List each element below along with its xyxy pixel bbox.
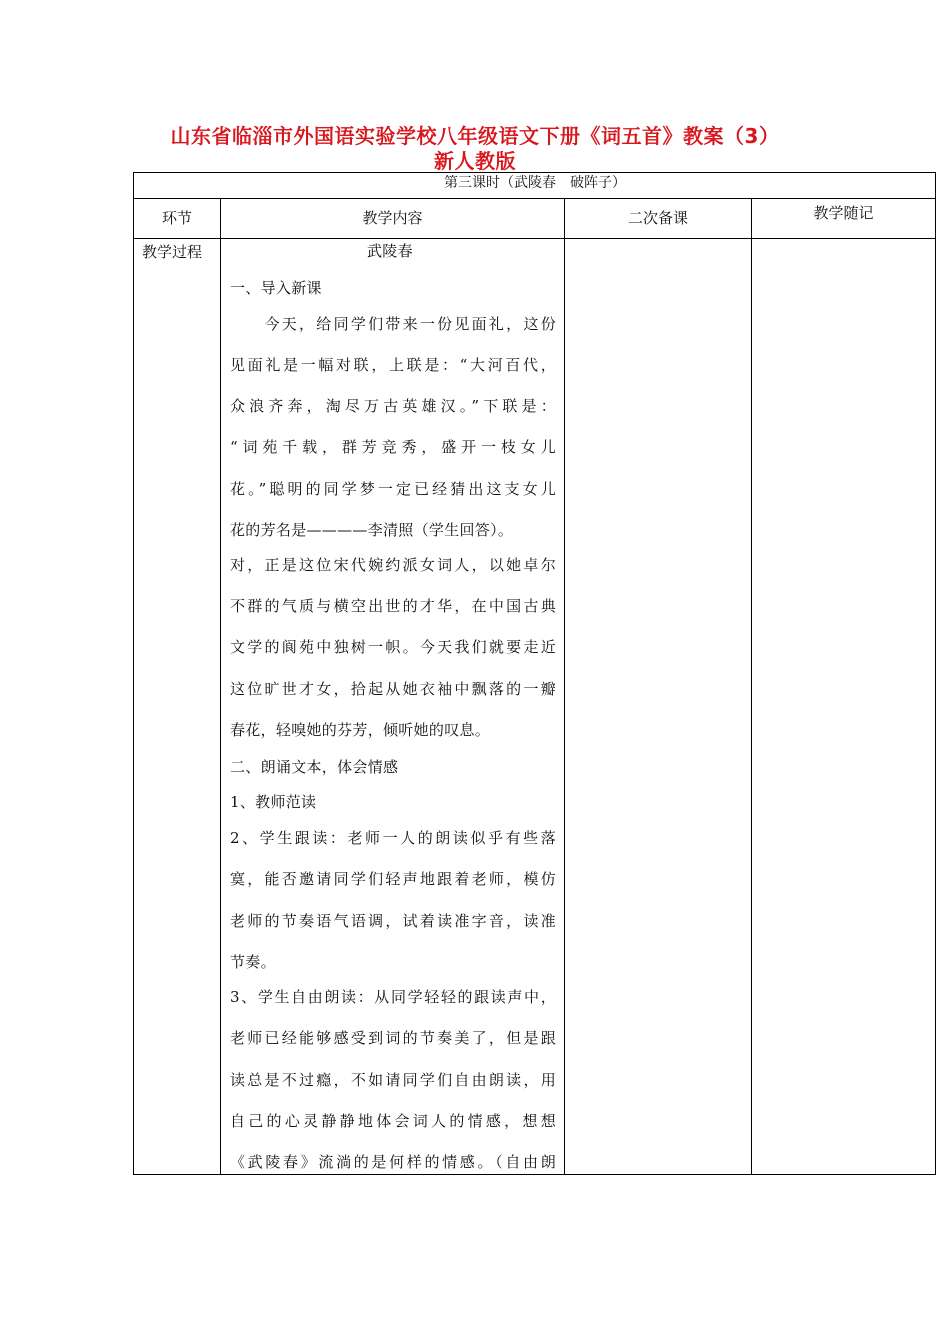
section-title: 武陵春 [367,242,413,260]
content-line: 今天，给同学们带来一份见面礼，这份 [230,315,556,333]
content-line: 1、教师范读 [230,793,317,811]
content-line: 3、学生自由朗读：从同学轻轻的跟读声中， [230,988,556,1006]
phase-label: 教学过程 [142,243,203,261]
column-header-second-prep: 二次备课 [627,209,688,227]
document-title-line-2: 新人教版 [434,149,516,173]
content-line: 2、学生跟读：老师一人的朗读似乎有些落 [230,829,556,847]
content-line: 节奏。 [230,953,276,971]
column-header-stage: 环节 [161,209,192,227]
content-line: 春花，轻嗅她的芬芳，倾听她的叹息。 [230,721,491,739]
content-line: 《武陵春》流淌的是何样的情感。（自由朗 [230,1153,556,1171]
content-line: 读总是不过瘾，不如请同学们自由朗读，用 [230,1071,556,1089]
content-line: 文学的阆苑中独树一帜。今天我们就要走近 [230,638,556,656]
column-header-content: 教学内容 [362,209,423,227]
column-header-notes: 教学随记 [813,204,874,222]
lesson-header: 第三课时（武陵春 破阵子） [444,175,626,191]
content-line: 二、朗诵文本，体会情感 [230,758,399,776]
content-line: 老师已经能够感受到词的节奏美了，但是跟 [230,1029,556,1047]
content-line: 对，正是这位宋代婉约派女词人，以她卓尔 [230,556,556,574]
content-line: 花的芳名是————李清照（学生回答）。 [230,521,514,539]
content-line: 花。”聪明的同学梦一定已经猜出这支女儿 [230,480,556,498]
content-line: 这位旷世才女，拾起从她衣袖中飘落的一瓣 [230,680,556,698]
content-line: 寞，能否邀请同学们轻声地跟着老师，模仿 [230,870,556,888]
content-line: 众浪齐奔，淘尽万古英雄汉。”下联是： [230,397,556,415]
content-line: 一、导入新课 [230,279,322,297]
content-line: 自己的心灵静静地体会词人的情感，想想 [230,1112,556,1130]
content-line: 不群的气质与横空出世的才华，在中国古典 [230,597,556,615]
document-title-line-1: 山东省临淄市外国语实验学校八年级语文下册《词五首》教案（3） [170,124,780,148]
content-line: 见面礼是一幅对联，上联是：“大河百代， [230,356,556,374]
content-line: 老师的节奏语气语调，试着读准字音，读准 [230,912,556,930]
content-line: “词苑千载，群芳竞秀，盛开一枝女儿 [230,438,556,456]
